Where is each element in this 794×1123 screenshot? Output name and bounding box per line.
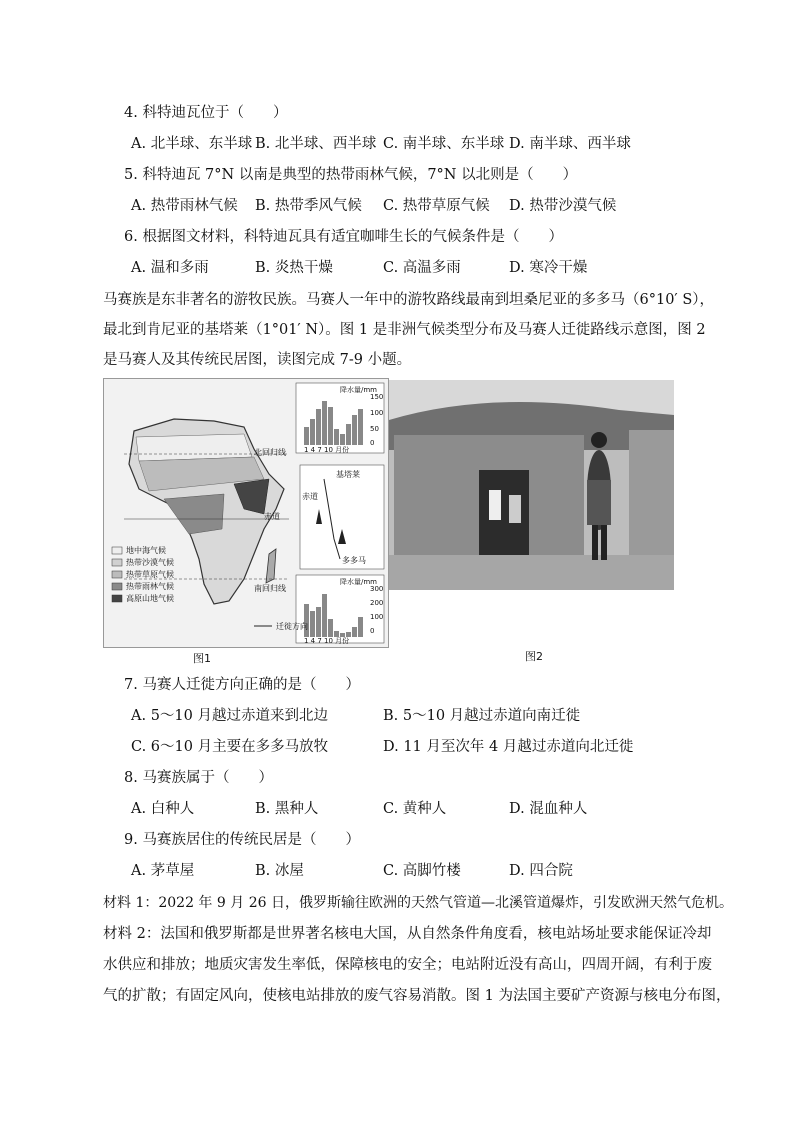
top-chart-unit: 降水量/mm: [340, 386, 377, 394]
equator-label: 赤道: [264, 512, 280, 521]
question-9-option-b: B. 冰屋: [255, 863, 304, 879]
question-8-option-d: D. 混血种人: [509, 801, 588, 817]
figure-2-maasai-house-photo: [389, 380, 674, 590]
figure-1-africa-climate-map: [103, 378, 389, 648]
question-6-option-a: A. 温和多雨: [131, 260, 209, 276]
north-tropic-label: 北回归线: [254, 448, 286, 457]
intro-line-2: 最北到肯尼亚的基塔莱（1°01′ N）。图 1 是非洲气候类型分布及马赛人迁徙路线示意图，图 2: [103, 322, 706, 338]
material-2-line-3: 气的扩散；有固定风向，使核电站排放的废气容易消散。图 1 为法国主要矿产资源与核电分布图，: [103, 988, 731, 1004]
material-2-line-2: 水供应和排放；地质灾害发生率低，保障核电的安全；电站附近没有高山，四周开阔，有利于废: [103, 957, 712, 973]
bottom-chart-month-axis: 1 4 7 10 月份: [304, 637, 350, 645]
legend-item-1: 地中海气候: [126, 546, 166, 555]
question-7-option-b: B. 5～10 月越过赤道向南迁徙: [383, 708, 581, 724]
maasai-house-graphic: [389, 380, 674, 590]
question-4-option-c: C. 南半球、东半球: [383, 136, 505, 152]
kitale-label: 基塔莱: [336, 470, 360, 479]
bottom-tick-200: 200: [370, 599, 384, 607]
dodoma-label: 多多马: [342, 556, 366, 565]
question-4-option-d: D. 南半球、西半球: [509, 136, 631, 152]
intro-line-1: 马赛族是东非著名的游牧民族。马赛人一年中的游牧路线最南到坦桑尼亚的多多马（6°10′ S），: [103, 292, 715, 308]
figure-block: [103, 378, 673, 665]
question-9-stem: 9. 马赛族居住的传统民居是（ ）: [124, 832, 360, 848]
material-2-line-1: 材料 2：法国和俄罗斯都是世界著名核电大国，从自然条件角度看，核电站场址要求能保证冷却: [103, 926, 712, 942]
south-tropic-label: 南回归线: [254, 584, 286, 593]
question-7-option-d: D. 11 月至次年 4 月越过赤道向北迁徙: [383, 739, 634, 755]
top-tick-0: 0: [370, 439, 375, 447]
material-1: 材料 1：2022 年 9 月 26 日，俄罗斯输往欧洲的天然气管道—北溪管道爆炸，引发欧洲天然气危机。: [103, 895, 733, 911]
question-9-option-d: D. 四合院: [509, 863, 573, 879]
figure-2-caption: 图2: [525, 650, 543, 663]
question-6-stem: 6. 根据图文材料，科特迪瓦具有适宜咖啡生长的气候条件是（ ）: [124, 229, 563, 245]
question-4-option-b: B. 北半球、西半球: [255, 136, 377, 152]
question-4-stem: 4. 科特迪瓦位于（ ）: [124, 105, 288, 121]
question-5-option-b: B. 热带季风气候: [255, 198, 362, 214]
question-5-option-c: C. 热带草原气候: [383, 198, 490, 214]
question-4-option-a: A. 北半球、东半球: [131, 136, 253, 152]
top-tick-100: 100: [370, 409, 384, 417]
question-6-option-d: D. 寒冷干燥: [509, 260, 588, 276]
legend-item-3: 热带草原气候: [126, 570, 174, 579]
legend-item-2: 热带沙漠气候: [126, 558, 174, 567]
top-tick-150: 150: [370, 393, 384, 401]
bottom-tick-0: 0: [370, 627, 375, 635]
question-6-option-c: C. 高温多雨: [383, 260, 461, 276]
top-chart-month-axis: 1 4 7 10 月份: [304, 446, 350, 454]
bottom-tick-100: 100: [370, 613, 384, 621]
migration-direction-label: 迁徙方向: [276, 622, 308, 631]
africa-map-graphic: [104, 379, 388, 647]
question-5-option-d: D. 热带沙漠气候: [509, 198, 617, 214]
legend-item-5: 高原山地气候: [126, 594, 174, 603]
question-8-option-a: A. 白种人: [131, 801, 195, 817]
question-8-stem: 8. 马赛族属于（ ）: [124, 770, 273, 786]
question-8-option-b: B. 黑种人: [255, 801, 319, 817]
intro-line-3: 是马赛人及其传统民居图，读图完成 7-9 小题。: [103, 352, 412, 368]
question-7-option-c: C. 6～10 月主要在多多马放牧: [131, 739, 329, 755]
bottom-tick-300: 300: [370, 585, 384, 593]
question-8-option-c: C. 黄种人: [383, 801, 447, 817]
question-7-option-a: A. 5～10 月越过赤道来到北边: [131, 708, 328, 724]
question-6-option-b: B. 炎热干燥: [255, 260, 333, 276]
top-tick-50: 50: [370, 425, 379, 433]
question-5-option-a: A. 热带雨林气候: [131, 198, 238, 214]
question-9-option-c: C. 高脚竹楼: [383, 863, 461, 879]
question-5-stem: 5. 科特迪瓦 7°N 以南是典型的热带雨林气候，7°N 以北则是（ ）: [124, 167, 578, 183]
inset-equator-label: 赤道: [302, 492, 318, 501]
bottom-chart-unit: 降水量/mm: [340, 578, 377, 586]
legend-item-4: 热带雨林气候: [126, 582, 174, 591]
figure-1-caption: 图1: [193, 652, 211, 665]
question-7-stem: 7. 马赛人迁徙方向正确的是（ ）: [124, 677, 360, 693]
question-9-option-a: A. 茅草屋: [131, 863, 195, 879]
